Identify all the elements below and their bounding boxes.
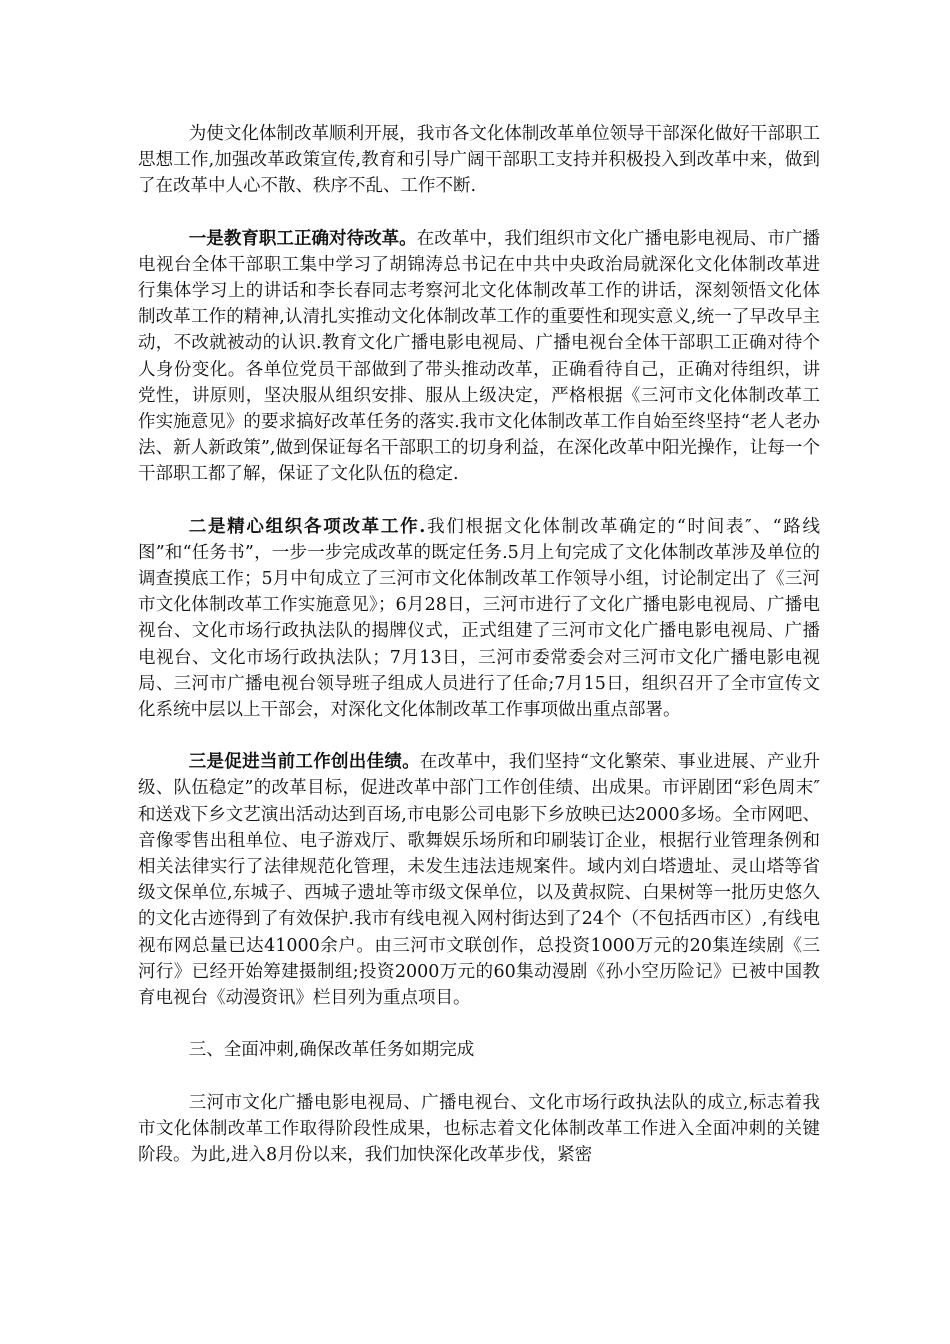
paragraph-4-body: 三河市文化广播电影电视局、广播电视台、文化市场行政执法队的成立,标志着我市文化体制改革工作取得阶段性成果，也标志着文化体制改革工作进入全面冲刺的关键阶段。为此,进入8月份以来，我们加快深化改革步伐，紧密: [138, 1092, 820, 1165]
paragraph-3: [138, 749, 820, 1011]
paragraph-2-body: 我们根据文化体制改革确定的“时间表″、“路线图”和“任务书”，一步一步完成改革的既定任务.5月上旬完成了文化体制改革涉及单位的调查摸底工作；5月中旬成立了三河市文化体制改革工作领导小组，讨论制定出了《三河市文化体制改革工作实施意见》；6月28日，三河市进行了文化广播电影电视局、广播电视台、文化市场行政执法队的揭牌仪式，正式组建了三河市文化广播电影电视局、广播电视台、文化市场行政执法队；7月13日，三河市委常委会对三河市文化广播电影电视局、三河市广播电视台领导班子组成人员进行了任命;7月15日，组织召开了全市宣传文化系统中层以上干部会，对深化文化体制改革工作事项做出重点部署。: [138, 516, 820, 721]
paragraph-1-body: 在改革中，我们组织市文化广播电影电视局、市广播电视台全体干部职工集中学习了胡锦涛总书记在中共中央政治局就深化文化体制改革进行集体学习上的讲话和李长春同志考察河北文化体制改革工作的讲话，深刻领悟文化体制改革工作的精神,认清扎实推动文化体制改革工作的重要性和现实意义,统一了早改早主动，不改就被动的认识.教育文化广播电影电视局、广播电视台全体干部职工正确对待个人身份变化。各单位党员干部做到了带头推动改革，正确看待自己，正确对待组织，讲党性，讲原则，坚决服从组织安排、服从上级决定，严格根据《三河市文化体制改革工作实施意见》的要求搞好改革任务的落实.我市文化体制改革工作自始至终坚持“老人老办法、新人新政策”,做到保证每名干部职工的切身利益，在深化改革中阳光操作，让每一个干部职工都了解，保证了文化队伍的稳定.: [138, 228, 821, 485]
paragraph-1: [138, 226, 820, 488]
paragraph-2-lead: 二是精心组织各项改革工作.: [188, 516, 426, 537]
paragraph-3-lead: 三是促进当前工作创出佳绩。: [188, 752, 420, 773]
intro-paragraph: [138, 121, 820, 200]
paragraph-1-lead: 一是教育职工正确对待改革。: [188, 228, 417, 249]
document-body: [138, 121, 820, 1194]
intro-text: 为使文化体制改革顺利开展，我市各文化体制改革单位领导干部深化做好干部职工思想工作,加强改革政策宣传,教育和引导广阔干部职工支持并积极投入到改革中来，做到了在改革中人心不散、秩序不乱、工作不断.: [138, 124, 820, 197]
paragraph-3-body: 在改革中，我们坚持“文化繁荣、事业进展、产业升级、队伍稳定”的改革目标，促进改革中部门工作创佳绩、出成果。市评剧团“彩色周末″和送戏下乡文艺演出活动达到百场,市电影公司电影下乡放映已达2000多场。全市网吧、音像零售出租单位、电子游戏厅、歌舞娱乐场所和印刷装订企业，根据行业管理条例和相关法律实行了法律规范化管理，未发生违法违规案件。域内刘白塔遗址、灵山塔等省级文保单位,东城子、西城子遗址等市级文保单位，以及黄叔院、白果树等一批历史悠久的文化古迹得到了有效保护.我市有线电视入网村街达到了24个（不包括西市区）,有线电视布网总量已达41000余户。由三河市文联创作，总投资1000万元的20集连续剧《三河行》已经开始筹建摄制组;投资2000万元的60集动漫剧《孙小空历险记》已被中国教育电视台《动漫资讯》栏目列为重点项目。: [138, 752, 820, 1009]
paragraph-4: [138, 1090, 820, 1169]
paragraph-2: [138, 514, 820, 724]
section-heading-3: 三、全面冲刺,确保改革任务如期完成: [188, 1040, 475, 1061]
